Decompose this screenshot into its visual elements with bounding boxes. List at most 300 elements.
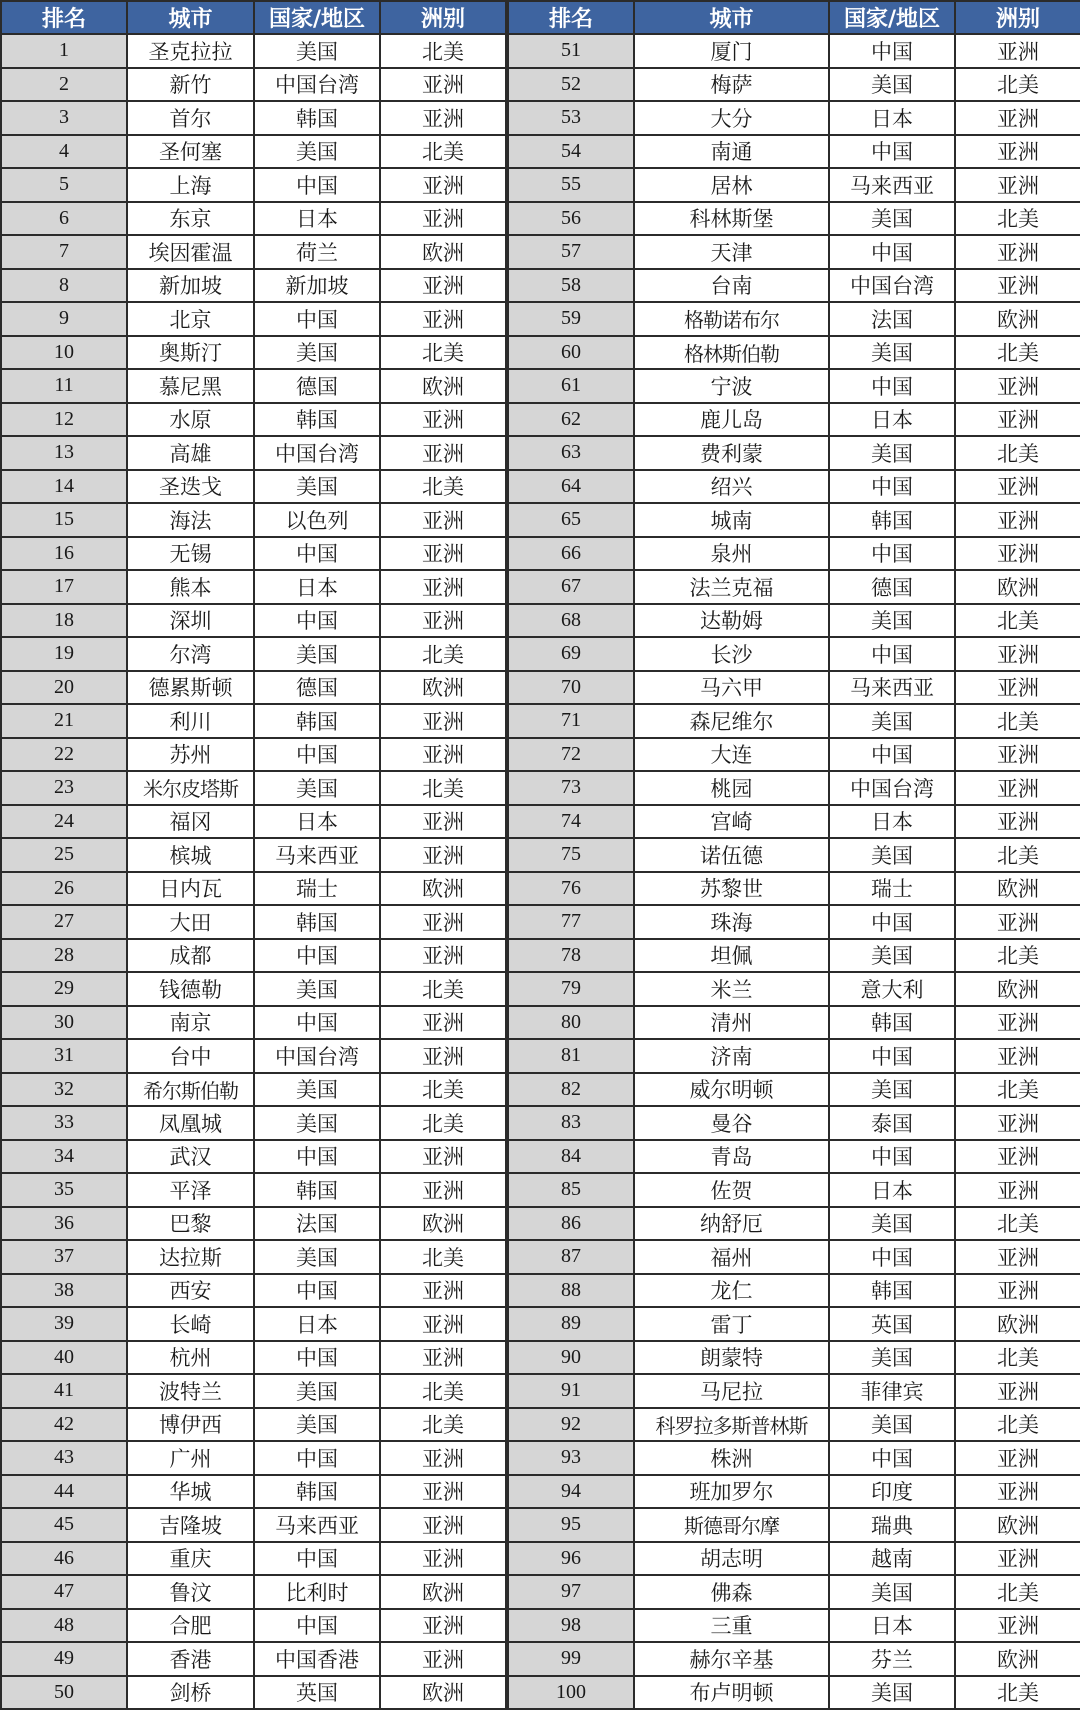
rank-cell: 2 [1, 68, 127, 102]
continent-cell: 亚洲 [955, 403, 1080, 437]
table-row [1, 68, 1080, 102]
country-cell: 荷兰 [254, 235, 380, 269]
continent-cell: 亚洲 [955, 905, 1080, 939]
continent-cell: 亚洲 [955, 101, 1080, 135]
rank-cell: 87 [507, 1240, 634, 1274]
rank-cell: 78 [507, 939, 634, 973]
rank-cell: 92 [507, 1408, 634, 1442]
country-cell: 美国 [254, 1106, 380, 1140]
header-rank-right: 排名 [507, 1, 634, 34]
table-row [1, 1374, 1080, 1408]
country-cell: 中国 [254, 168, 380, 202]
continent-cell: 欧洲 [955, 1508, 1080, 1542]
rank-cell: 6 [1, 202, 127, 236]
city-cell: 奥斯汀 [127, 336, 254, 370]
country-cell: 中国 [254, 1006, 380, 1040]
city-cell: 剑桥 [127, 1676, 254, 1710]
table-row [1, 503, 1080, 537]
rank-cell: 7 [1, 235, 127, 269]
country-cell: 法国 [254, 1207, 380, 1241]
country-cell: 中国 [829, 369, 955, 403]
country-cell: 日本 [254, 1307, 380, 1341]
country-cell: 韩国 [254, 101, 380, 135]
city-cell: 海法 [127, 503, 254, 537]
country-cell: 英国 [254, 1676, 380, 1710]
continent-cell: 亚洲 [380, 436, 507, 470]
city-cell: 居林 [634, 168, 829, 202]
continent-cell: 亚洲 [955, 637, 1080, 671]
city-cell: 凤凰城 [127, 1106, 254, 1140]
continent-cell: 欧洲 [380, 1575, 507, 1609]
continent-cell: 亚洲 [955, 1542, 1080, 1576]
city-cell: 东京 [127, 202, 254, 236]
city-cell: 日内瓦 [127, 872, 254, 906]
header-city-right: 城市 [634, 1, 829, 34]
continent-cell: 欧洲 [955, 972, 1080, 1006]
rank-cell: 9 [1, 302, 127, 336]
city-cell: 鲁汶 [127, 1575, 254, 1609]
country-cell: 中国台湾 [829, 771, 955, 805]
rank-cell: 68 [507, 604, 634, 638]
rank-cell: 82 [507, 1073, 634, 1107]
continent-cell: 北美 [380, 135, 507, 169]
continent-cell: 亚洲 [955, 1441, 1080, 1475]
continent-cell: 北美 [955, 68, 1080, 102]
country-cell: 美国 [829, 604, 955, 638]
continent-cell: 北美 [955, 1575, 1080, 1609]
country-cell: 德国 [829, 570, 955, 604]
city-cell: 绍兴 [634, 470, 829, 504]
country-cell: 中国香港 [254, 1642, 380, 1676]
country-cell: 日本 [829, 1173, 955, 1207]
city-cell: 希尔斯伯勒 [127, 1073, 254, 1107]
continent-cell: 亚洲 [955, 1609, 1080, 1643]
country-cell: 比利时 [254, 1575, 380, 1609]
city-cell: 圣何塞 [127, 135, 254, 169]
continent-cell: 亚洲 [380, 503, 507, 537]
rank-cell: 4 [1, 135, 127, 169]
city-cell: 慕尼黑 [127, 369, 254, 403]
rank-cell: 46 [1, 1542, 127, 1576]
country-cell: 中国 [829, 738, 955, 772]
city-cell: 赫尔辛基 [634, 1642, 829, 1676]
country-cell: 中国台湾 [254, 436, 380, 470]
continent-cell: 北美 [380, 1240, 507, 1274]
table-row [1, 671, 1080, 705]
country-cell: 中国 [829, 537, 955, 571]
rank-cell: 100 [507, 1676, 634, 1710]
city-cell: 格勒诺布尔 [634, 302, 829, 336]
country-cell: 中国 [254, 1542, 380, 1576]
city-cell: 德累斯顿 [127, 671, 254, 705]
table-row [1, 1508, 1080, 1542]
rank-cell: 35 [1, 1173, 127, 1207]
city-cell: 济南 [634, 1039, 829, 1073]
city-cell: 槟城 [127, 838, 254, 872]
rank-cell: 52 [507, 68, 634, 102]
table-row [1, 336, 1080, 370]
rank-cell: 75 [507, 838, 634, 872]
rank-cell: 40 [1, 1341, 127, 1375]
rank-cell: 20 [1, 671, 127, 705]
rank-cell: 65 [507, 503, 634, 537]
table-row [1, 1006, 1080, 1040]
city-cell: 南京 [127, 1006, 254, 1040]
table-row [1, 1575, 1080, 1609]
rank-cell: 21 [1, 704, 127, 738]
continent-cell: 亚洲 [955, 503, 1080, 537]
rank-cell: 81 [507, 1039, 634, 1073]
continent-cell: 亚洲 [955, 269, 1080, 303]
rank-cell: 25 [1, 838, 127, 872]
city-cell: 威尔明顿 [634, 1073, 829, 1107]
table-row [1, 604, 1080, 638]
header-continent-right: 洲别 [955, 1, 1080, 34]
rank-cell: 12 [1, 403, 127, 437]
header-country-right: 国家/地区 [829, 1, 955, 34]
continent-cell: 亚洲 [955, 1106, 1080, 1140]
city-cell: 宫崎 [634, 805, 829, 839]
country-cell: 法国 [829, 302, 955, 336]
continent-cell: 亚洲 [955, 805, 1080, 839]
rank-cell: 30 [1, 1006, 127, 1040]
city-cell: 香港 [127, 1642, 254, 1676]
country-cell: 德国 [254, 671, 380, 705]
continent-cell: 亚洲 [380, 1542, 507, 1576]
continent-cell: 亚洲 [380, 1609, 507, 1643]
rank-cell: 38 [1, 1274, 127, 1308]
table-row [1, 1240, 1080, 1274]
country-cell: 中国 [829, 1240, 955, 1274]
rank-cell: 72 [507, 738, 634, 772]
continent-cell: 亚洲 [955, 1173, 1080, 1207]
city-cell: 尔湾 [127, 637, 254, 671]
rank-cell: 3 [1, 101, 127, 135]
continent-cell: 亚洲 [955, 1140, 1080, 1174]
city-cell: 格林斯伯勒 [634, 336, 829, 370]
table-row [1, 1441, 1080, 1475]
table-row [1, 1307, 1080, 1341]
rank-cell: 29 [1, 972, 127, 1006]
rank-cell: 69 [507, 637, 634, 671]
country-cell: 中国 [254, 939, 380, 973]
city-cell: 龙仁 [634, 1274, 829, 1308]
city-cell: 苏州 [127, 738, 254, 772]
header-row [1, 1, 1080, 34]
rank-cell: 18 [1, 604, 127, 638]
table-row [1, 436, 1080, 470]
table-row [1, 1642, 1080, 1676]
country-cell: 美国 [829, 68, 955, 102]
rank-cell: 48 [1, 1609, 127, 1643]
rank-cell: 39 [1, 1307, 127, 1341]
rank-cell: 58 [507, 269, 634, 303]
country-cell: 瑞士 [829, 872, 955, 906]
continent-cell: 北美 [380, 972, 507, 1006]
country-cell: 美国 [829, 939, 955, 973]
country-cell: 中国 [829, 1140, 955, 1174]
continent-cell: 亚洲 [380, 738, 507, 772]
country-cell: 美国 [829, 1341, 955, 1375]
continent-cell: 亚洲 [380, 805, 507, 839]
city-cell: 马尼拉 [634, 1374, 829, 1408]
country-cell: 美国 [254, 637, 380, 671]
table-row [1, 1073, 1080, 1107]
table-row [1, 570, 1080, 604]
continent-cell: 亚洲 [955, 1240, 1080, 1274]
country-cell: 中国台湾 [829, 269, 955, 303]
country-cell: 美国 [254, 135, 380, 169]
continent-cell: 亚洲 [955, 470, 1080, 504]
country-cell: 印度 [829, 1475, 955, 1509]
continent-cell: 欧洲 [380, 1207, 507, 1241]
city-cell: 苏黎世 [634, 872, 829, 906]
city-cell: 科林斯堡 [634, 202, 829, 236]
continent-cell: 亚洲 [380, 1475, 507, 1509]
city-cell: 梅萨 [634, 68, 829, 102]
city-cell: 成都 [127, 939, 254, 973]
continent-cell: 欧洲 [380, 872, 507, 906]
table-row [1, 403, 1080, 437]
city-cell: 法兰克福 [634, 570, 829, 604]
country-cell: 日本 [254, 805, 380, 839]
country-cell: 韩国 [829, 503, 955, 537]
city-cell: 清州 [634, 1006, 829, 1040]
city-cell: 南通 [634, 135, 829, 169]
rank-cell: 88 [507, 1274, 634, 1308]
rank-cell: 97 [507, 1575, 634, 1609]
continent-cell: 北美 [380, 1106, 507, 1140]
rank-cell: 89 [507, 1307, 634, 1341]
city-cell: 宁波 [634, 369, 829, 403]
city-cell: 巴黎 [127, 1207, 254, 1241]
continent-cell: 北美 [955, 939, 1080, 973]
continent-cell: 北美 [380, 336, 507, 370]
continent-cell: 亚洲 [955, 34, 1080, 68]
continent-cell: 亚洲 [380, 838, 507, 872]
city-cell: 福冈 [127, 805, 254, 839]
city-cell: 斯德哥尔摩 [634, 1508, 829, 1542]
continent-cell: 北美 [380, 1374, 507, 1408]
country-cell: 中国 [254, 1274, 380, 1308]
city-cell: 诺伍德 [634, 838, 829, 872]
continent-cell: 欧洲 [380, 369, 507, 403]
table-row [1, 905, 1080, 939]
rank-cell: 43 [1, 1441, 127, 1475]
continent-cell: 欧洲 [380, 235, 507, 269]
header-continent-left: 洲别 [380, 1, 507, 34]
city-cell: 吉隆坡 [127, 1508, 254, 1542]
country-cell: 马来西亚 [254, 1508, 380, 1542]
table-row [1, 135, 1080, 169]
header-rank-left: 排名 [1, 1, 127, 34]
rank-cell: 37 [1, 1240, 127, 1274]
continent-cell: 亚洲 [380, 537, 507, 571]
rank-cell: 36 [1, 1207, 127, 1241]
city-cell: 博伊西 [127, 1408, 254, 1442]
city-cell: 天津 [634, 235, 829, 269]
table-row [1, 771, 1080, 805]
table-row [1, 1173, 1080, 1207]
rank-cell: 71 [507, 704, 634, 738]
header-city-left: 城市 [127, 1, 254, 34]
continent-cell: 北美 [955, 704, 1080, 738]
rank-cell: 76 [507, 872, 634, 906]
country-cell: 以色列 [254, 503, 380, 537]
rank-cell: 61 [507, 369, 634, 403]
country-cell: 中国 [254, 1609, 380, 1643]
continent-cell: 欧洲 [380, 671, 507, 705]
country-cell: 马来西亚 [829, 168, 955, 202]
continent-cell: 亚洲 [380, 570, 507, 604]
city-cell: 坦佩 [634, 939, 829, 973]
city-cell: 圣克拉拉 [127, 34, 254, 68]
continent-cell: 亚洲 [955, 1475, 1080, 1509]
country-cell: 日本 [829, 805, 955, 839]
city-cell: 利川 [127, 704, 254, 738]
continent-cell: 亚洲 [955, 1374, 1080, 1408]
table-row [1, 1274, 1080, 1308]
city-cell: 鹿儿岛 [634, 403, 829, 437]
country-cell: 美国 [254, 34, 380, 68]
continent-cell: 亚洲 [380, 302, 507, 336]
table-row [1, 202, 1080, 236]
continent-cell: 欧洲 [955, 1642, 1080, 1676]
country-cell: 中国 [829, 905, 955, 939]
rank-cell: 44 [1, 1475, 127, 1509]
rank-cell: 62 [507, 403, 634, 437]
country-cell: 中国 [254, 1140, 380, 1174]
city-cell: 武汉 [127, 1140, 254, 1174]
continent-cell: 北美 [955, 1408, 1080, 1442]
continent-cell: 亚洲 [955, 537, 1080, 571]
city-cell: 首尔 [127, 101, 254, 135]
header-country-left: 国家/地区 [254, 1, 380, 34]
continent-cell: 亚洲 [380, 1341, 507, 1375]
continent-cell: 北美 [955, 1073, 1080, 1107]
country-cell: 瑞士 [254, 872, 380, 906]
city-cell: 费利蒙 [634, 436, 829, 470]
city-cell: 波特兰 [127, 1374, 254, 1408]
city-cell: 珠海 [634, 905, 829, 939]
ranking-body [1, 34, 1080, 1709]
rank-cell: 22 [1, 738, 127, 772]
city-cell: 台南 [634, 269, 829, 303]
table-row [1, 168, 1080, 202]
city-cell: 班加罗尔 [634, 1475, 829, 1509]
table-row [1, 537, 1080, 571]
continent-cell: 亚洲 [955, 135, 1080, 169]
rank-cell: 86 [507, 1207, 634, 1241]
rank-cell: 17 [1, 570, 127, 604]
table-row [1, 369, 1080, 403]
table-row [1, 1207, 1080, 1241]
table-row [1, 302, 1080, 336]
continent-cell: 欧洲 [955, 872, 1080, 906]
continent-cell: 亚洲 [380, 1642, 507, 1676]
table-row [1, 1676, 1080, 1710]
table-row [1, 972, 1080, 1006]
continent-cell: 亚洲 [955, 771, 1080, 805]
country-cell: 美国 [829, 1575, 955, 1609]
country-cell: 美国 [829, 1207, 955, 1241]
country-cell: 瑞典 [829, 1508, 955, 1542]
rank-cell: 91 [507, 1374, 634, 1408]
city-cell: 佐贺 [634, 1173, 829, 1207]
table-row [1, 1039, 1080, 1073]
table-row [1, 738, 1080, 772]
table-row [1, 101, 1080, 135]
continent-cell: 亚洲 [380, 604, 507, 638]
city-cell: 桃园 [634, 771, 829, 805]
city-cell: 无锡 [127, 537, 254, 571]
city-cell: 马六甲 [634, 671, 829, 705]
table-row [1, 1106, 1080, 1140]
rank-cell: 55 [507, 168, 634, 202]
city-cell: 曼谷 [634, 1106, 829, 1140]
continent-cell: 亚洲 [380, 269, 507, 303]
rank-cell: 11 [1, 369, 127, 403]
city-cell: 埃因霍温 [127, 235, 254, 269]
rank-cell: 45 [1, 1508, 127, 1542]
rank-cell: 23 [1, 771, 127, 805]
country-cell: 菲律宾 [829, 1374, 955, 1408]
city-cell: 株洲 [634, 1441, 829, 1475]
country-cell: 美国 [829, 704, 955, 738]
country-cell: 韩国 [829, 1274, 955, 1308]
country-cell: 美国 [829, 1073, 955, 1107]
continent-cell: 亚洲 [955, 671, 1080, 705]
country-cell: 中国 [254, 302, 380, 336]
rank-cell: 99 [507, 1642, 634, 1676]
city-cell: 朗蒙特 [634, 1341, 829, 1375]
continent-cell: 北美 [380, 637, 507, 671]
continent-cell: 北美 [955, 202, 1080, 236]
rank-cell: 51 [507, 34, 634, 68]
country-cell: 德国 [254, 369, 380, 403]
continent-cell: 亚洲 [955, 1039, 1080, 1073]
continent-cell: 北美 [955, 838, 1080, 872]
table-row [1, 235, 1080, 269]
continent-cell: 北美 [955, 1207, 1080, 1241]
rank-cell: 54 [507, 135, 634, 169]
city-cell: 布卢明顿 [634, 1676, 829, 1710]
country-cell: 中国 [254, 738, 380, 772]
country-cell: 芬兰 [829, 1642, 955, 1676]
country-cell: 中国台湾 [254, 68, 380, 102]
continent-cell: 亚洲 [380, 905, 507, 939]
city-cell: 广州 [127, 1441, 254, 1475]
continent-cell: 北美 [380, 1073, 507, 1107]
rank-cell: 60 [507, 336, 634, 370]
continent-cell: 亚洲 [955, 168, 1080, 202]
continent-cell: 亚洲 [380, 939, 507, 973]
city-cell: 佛森 [634, 1575, 829, 1609]
rank-cell: 8 [1, 269, 127, 303]
country-cell: 日本 [254, 570, 380, 604]
country-cell: 中国 [254, 604, 380, 638]
city-cell: 新加坡 [127, 269, 254, 303]
rank-cell: 80 [507, 1006, 634, 1040]
country-cell: 美国 [829, 1676, 955, 1710]
country-cell: 韩国 [829, 1006, 955, 1040]
rank-cell: 94 [507, 1475, 634, 1509]
rank-cell: 14 [1, 470, 127, 504]
city-cell: 胡志明 [634, 1542, 829, 1576]
continent-cell: 亚洲 [380, 403, 507, 437]
country-cell: 美国 [829, 336, 955, 370]
rank-cell: 56 [507, 202, 634, 236]
